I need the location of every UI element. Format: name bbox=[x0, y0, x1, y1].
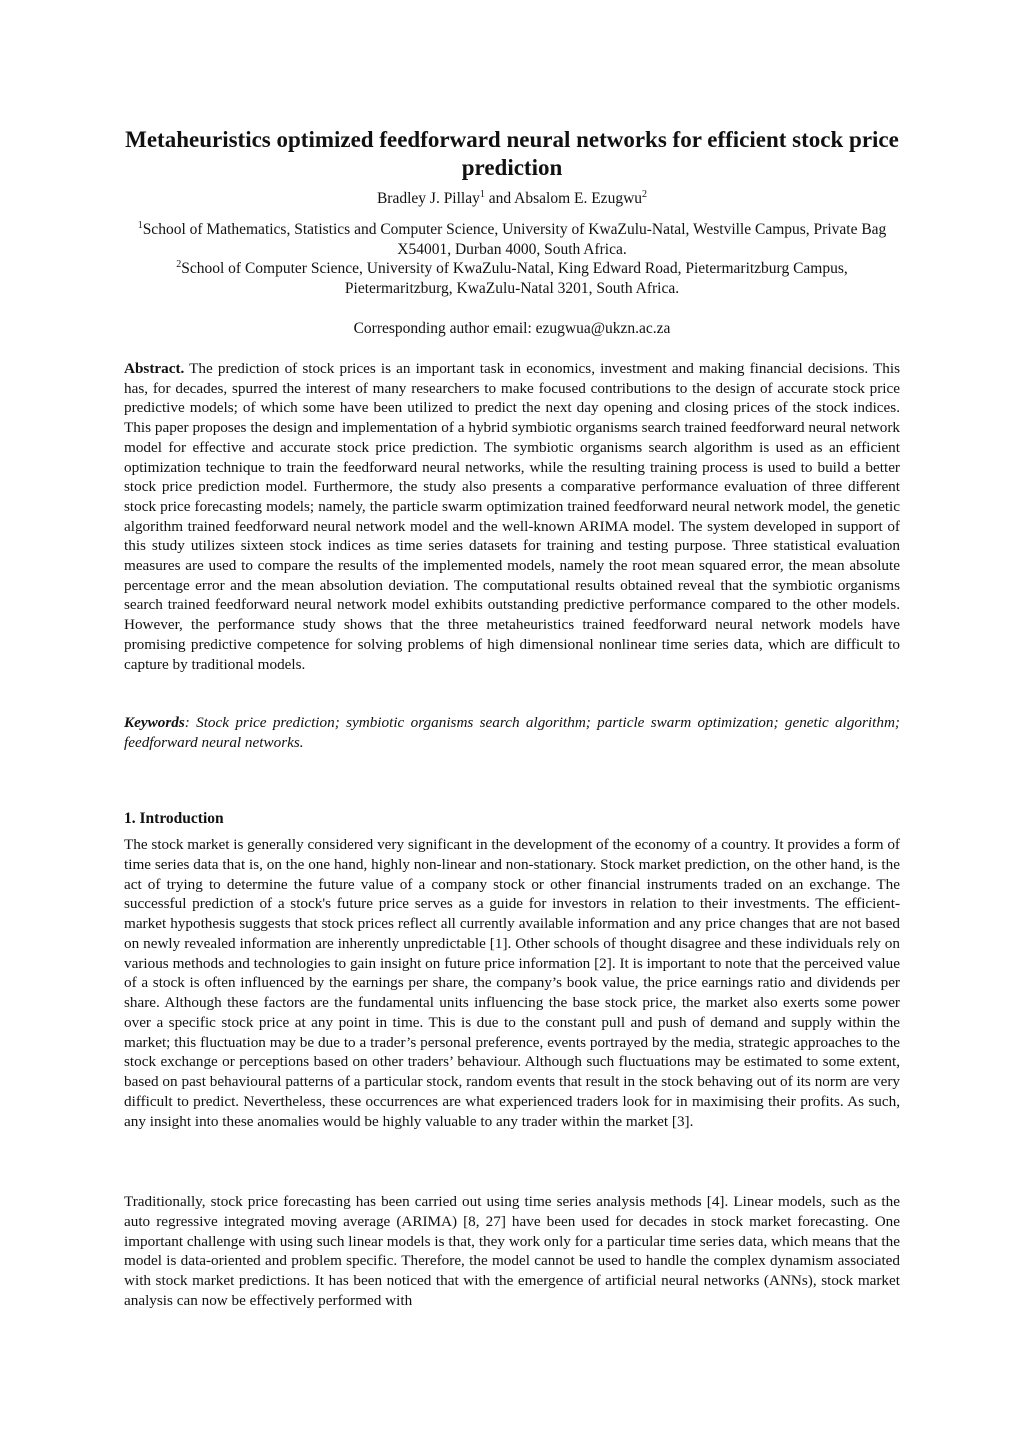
author-line bbox=[124, 189, 900, 209]
affiliation-text: School of Mathematics, Statistics and Computer Science, University of KwaZulu-Natal, Westville Campus, Private Bag X54001, Durban 4000, South Africa. bbox=[142, 221, 887, 258]
abstract-text: The prediction of stock prices is an important task in economics, investment and making financial decisions. This has, for decades, spurred the interest of many researchers to make focused contributions to the design of accurate stock price predictive models; of which some have been utilized to predict the next day opening and closing prices of the stock indices. This paper proposes the design and implementation of a hybrid symbiotic organisms search trained feedforward neural network model for effective and accurate stock price prediction. The symbiotic organisms search algorithm is used as an efficient optimization technique to train the feedforward neural networks, while the resulting training process is used to build a better stock price prediction model. Furthermore, the study also presents a comparative performance evaluation of three different stock price forecasting models; namely, the particle swarm optimization trained feedforward neural network model, the genetic algorithm trained feedforward neural network model and the well-known ARIMA model. The system developed in support of this study utilizes sixteen stock indices as time series datasets for training and testing purpose. Three statistical evaluation measures are used to compare the results of the implemented models, namely the root mean squared error, the mean absolute percentage error and the mean absolution deviation. The computational results obtained reveal that the symbiotic organisms search trained feedforward neural network model exhibits outstanding predictive performance compared to the other models. However, the performance study shows that the three metaheuristics trained feedforward neural network models have promising predictive competence for solving problems of high dimensional nonlinear time series data, which are difficult to capture by traditional models. bbox=[124, 360, 904, 673]
keywords-text: : Stock price prediction; symbiotic organisms search algorithm; particle swarm optimization; genetic algorithm; feedforward neural networks. bbox=[124, 714, 900, 751]
abstract-label: Abstract. bbox=[124, 360, 185, 377]
abstract bbox=[124, 359, 904, 674]
affiliation-text: School of Computer Science, University of KwaZulu-Natal, King Edward Road, Pietermaritzburg Campus, Pietermaritzburg, KwaZulu-Natal 3201, South Africa. bbox=[181, 260, 848, 297]
keywords-label: Keywords bbox=[124, 714, 185, 731]
affiliation-marker: 1 bbox=[137, 219, 143, 231]
affiliation-marker: 1 bbox=[479, 188, 485, 200]
author-name: Bradley J. Pillay bbox=[376, 190, 480, 207]
body-paragraph: The stock market is generally considered very significant in the development of the economy of a country. It provides a form of time series data that is, on the one hand, highly non-linear and non-stationary. Stock market prediction, on the other hand, is the act of trying to determine the future value of a company stock or other financial instruments traded on an exchange. The successful prediction of a stock's future price serves as a guide for investors in relation to their investments. The efficient-market hypothesis suggests that stock prices reflect all currently available information and any price changes that are not based on newly revealed information are inherently unpredictable [1]. Other schools of thought disagree and these individuals rely on various methods and technologies to gain insight on future price information [2]. It is important to note that the perceived value of a stock is often influenced by the earnings per share, the company’s book value, the price earnings ratio and dividends per share. Although these factors are the fundamental units influencing the base stock price, the market also exerts some power over a specific stock price at any point in time. This is due to the constant pull and push of demand and supply within the market; this fluctuation may be due to a trader’s personal preference, events portrayed by the media, strategic approaches to the stock exchange or perceptions based on other traders’ behaviour. Although such fluctuations may be estimated to some extent, based on past behavioural patterns of a particular stock, random events that result in the stock behaving out of its norm are very difficult to predict. Nevertheless, these occurrences are what experienced traders look for in maximising their profits. As such, any insight into these anomalies would be highly valuable to any trader within the market [3]. bbox=[124, 836, 900, 1130]
keywords bbox=[124, 713, 900, 753]
affiliation-marker: 2 bbox=[176, 258, 182, 270]
corresponding-author-email: Corresponding author email: ezugwua@ukzn.ac.za bbox=[353, 320, 671, 337]
section-heading-introduction: 1. Introduction bbox=[124, 810, 224, 827]
author-connector: and bbox=[484, 190, 515, 207]
affiliation-2 bbox=[124, 259, 900, 299]
affiliation-marker: 2 bbox=[642, 188, 648, 200]
author-name: Absalom E. Ezugwu bbox=[514, 190, 643, 207]
affiliation-1 bbox=[124, 220, 900, 260]
paper-title: Metaheuristics optimized feedforward neural networks for efficient stock price prediction bbox=[125, 127, 899, 180]
body-paragraph: Traditionally, stock price forecasting has been carried out using time series analysis methods [4]. Linear models, such as the auto regressive integrated moving average (ARIMA) [8, 27] have been used for decades in stock market forecasting. One important challenge with using such linear models is that, they work only for a particular time series data, which means that the model is data-oriented and problem specific. Therefore, the model cannot be used to handle the complex dynamism associated with stock market predictions. It has been noticed that with the emergence of artificial neural networks (ANNs), stock market analysis can now be effectively performed with bbox=[124, 1193, 900, 1309]
